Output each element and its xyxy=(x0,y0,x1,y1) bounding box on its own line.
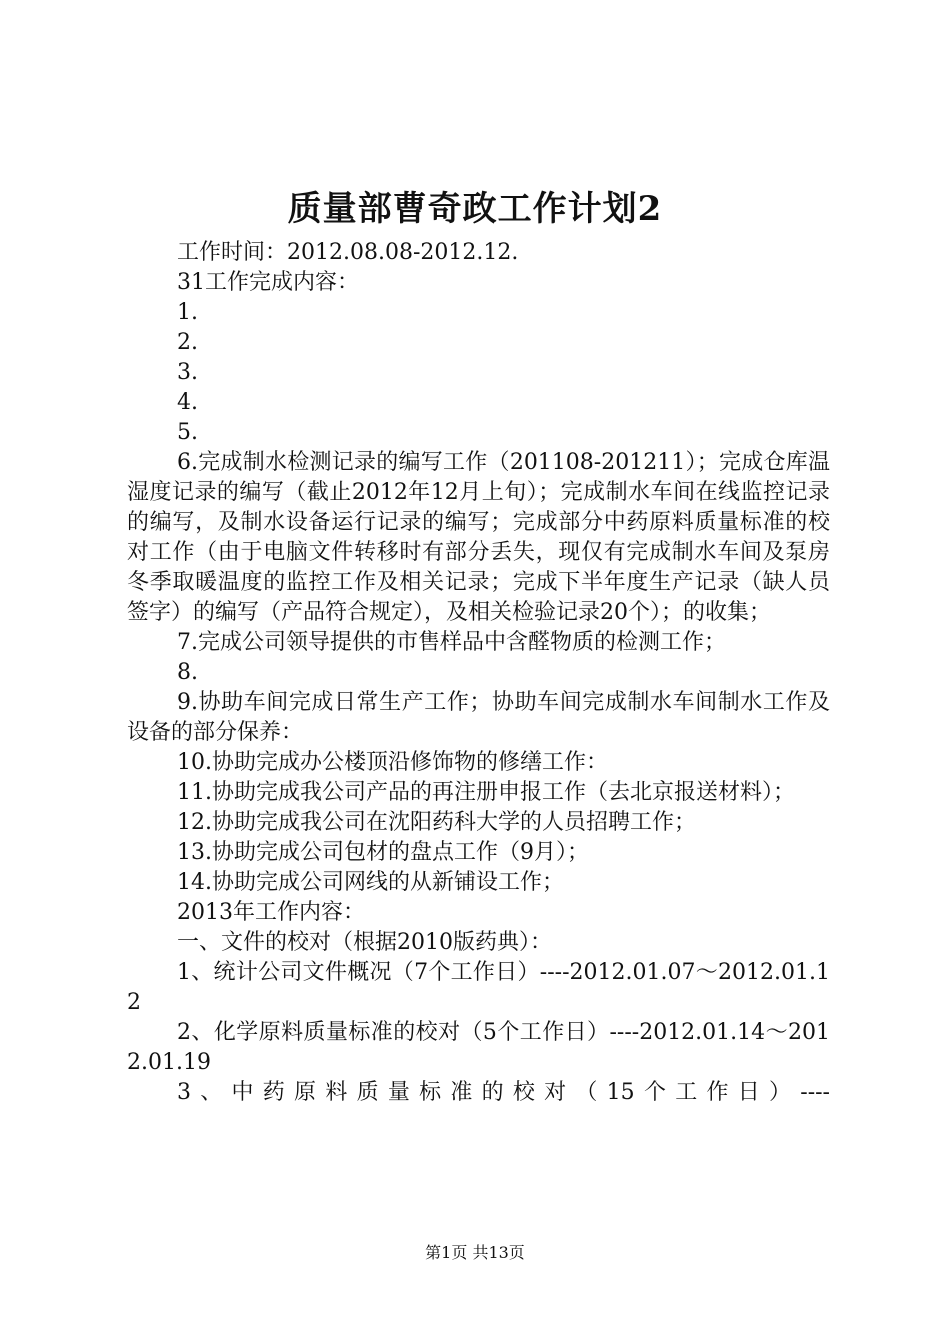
section-heading-1: 一、文件的校对（根据2010版药典）： xyxy=(177,930,552,955)
list-item-12: 12.协助完成我公司在沈阳药科大学的人员招聘工作； xyxy=(177,810,696,835)
list-item-11: 11.协助完成我公司产品的再注册申报工作（去北京报送材料）； xyxy=(177,780,795,805)
list-item-5: 5. xyxy=(177,420,198,445)
paragraph-completed-heading: 31工作完成内容： xyxy=(177,270,359,295)
list-item-2: 2. xyxy=(177,330,198,355)
list-item-14: 14.协助完成公司网线的从新铺设工作； xyxy=(177,870,564,895)
list-item-7: 7.完成公司领导提供的市售样品中含醛物质的检测工作； xyxy=(177,630,726,655)
list-item-9: 9.协助车间完成日常生产工作；协助车间完成制水车间制水工作及设备的部分保养： xyxy=(127,690,830,745)
document-body xyxy=(127,238,830,1108)
paragraph-work-time: 工作时间：2012.08.08-2012.12. xyxy=(177,240,519,265)
list-item-1: 1. xyxy=(177,300,198,325)
list-item-13: 13.协助完成公司包材的盘点工作（9月）； xyxy=(177,840,589,865)
sub-item-3: 3、中药原料质量标准的校对（15个工作日）---- xyxy=(177,1080,830,1105)
list-item-6: 6.完成制水检测记录的编写工作（201108-201211）；完成仓库温湿度记录的编写（截止2012年12月上旬）；完成制水车间在线监控记录的编写，及制水设备运行记录的编写；完成部分中药原料质量标准的校对工作（由于电脑文件转移时有部分丢失，现仅有完成制水车间及泵房冬季取暖温度的监控工作及相关记录；完成下半年度生产记录（缺人员签字）的编写（产品符合规定），及相关检验记录20个）；的收集； xyxy=(127,450,830,625)
list-item-10: 10.协助完成办公楼顶沿修饰物的修缮工作： xyxy=(177,750,608,775)
paragraph-2013-heading: 2013年工作内容： xyxy=(177,900,365,925)
sub-item-1: 1、统计公司文件概况（7个工作日）----2012.01.07～2012.01.12 xyxy=(127,960,830,1015)
sub-item-2: 2、化学原料质量标准的校对（5个工作日）----2012.01.14～2012.01.19 xyxy=(127,1020,830,1075)
page-footer: 第1页 共13页 xyxy=(425,1243,525,1262)
list-item-4: 4. xyxy=(177,390,198,415)
list-item-3: 3. xyxy=(177,360,198,385)
list-item-8: 8. xyxy=(177,660,198,685)
document-title: 质量部曹奇政工作计划2 xyxy=(287,189,663,229)
